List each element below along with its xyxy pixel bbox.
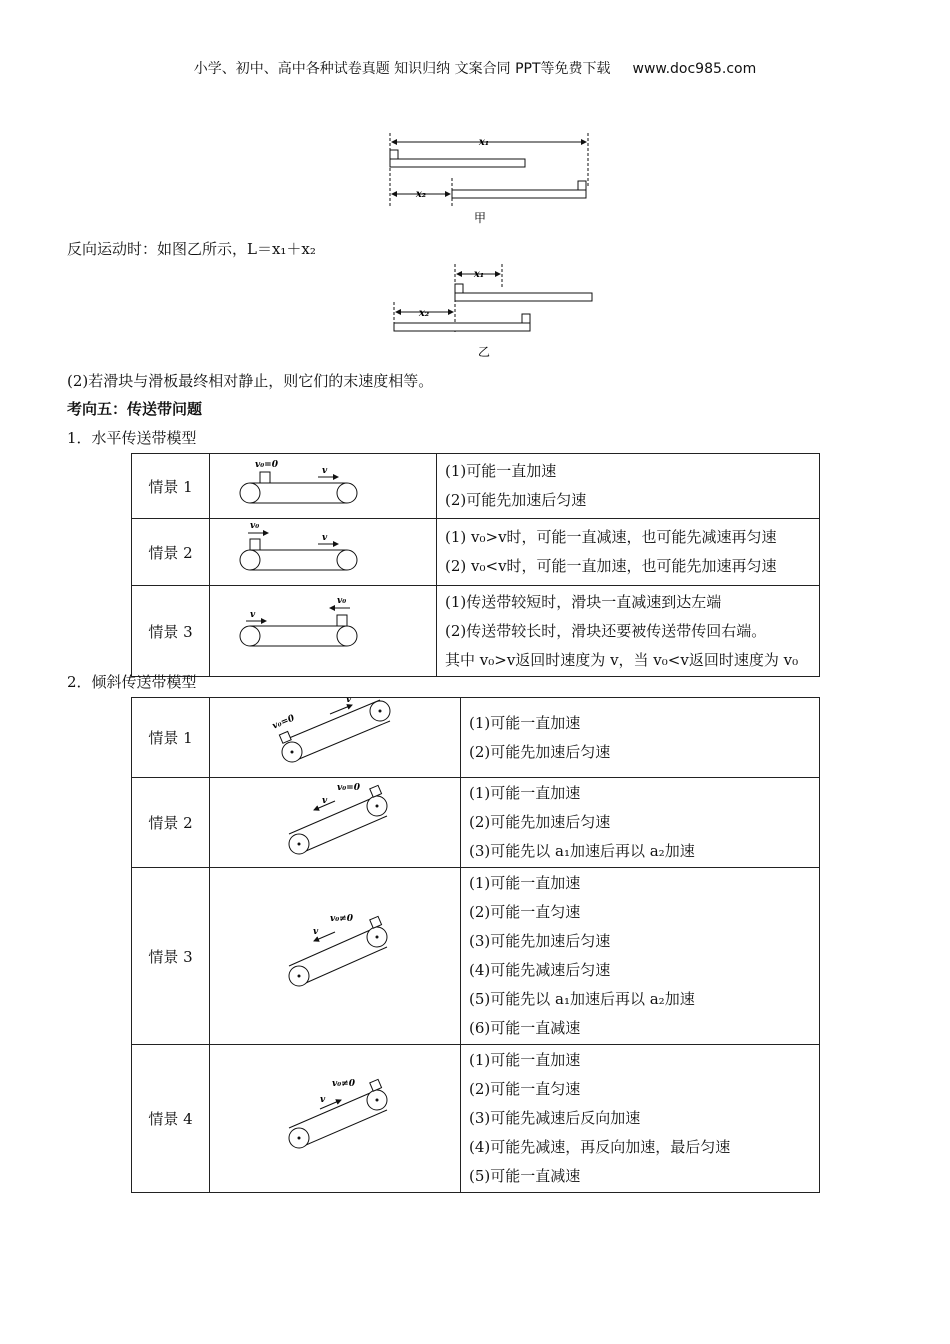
yi-x1-label: x₁ — [473, 269, 485, 280]
reverse-motion-line: 反向运动时：如图乙所示，L＝x₁＋x₂ — [67, 240, 316, 258]
fig-v0-label: v₀=0 — [255, 460, 278, 470]
description-line: (6)可能一直减速 — [469, 1019, 581, 1037]
description-line: (3)可能先以 a₁加速后再以 a₂加速 — [469, 842, 695, 860]
description-line: (3)可能先加速后匀速 — [469, 932, 611, 950]
description-line: (2)可能先加速后匀速 — [469, 742, 611, 761]
description-cell — [437, 454, 820, 519]
horizontal-belt-1-figure — [210, 454, 436, 514]
figure-cell — [210, 868, 461, 1045]
row-label: 情景 2 — [132, 519, 210, 586]
fig-v-label: v — [250, 610, 256, 620]
fig-v0-label: v₀=0 — [271, 713, 297, 732]
description-line: (2)可能一直匀速 — [469, 1080, 581, 1098]
description-line: (1)可能一直加速 — [469, 1051, 581, 1069]
figure-cell — [210, 586, 437, 677]
description-line: (5)可能先以 a₁加速后再以 a₂加速 — [469, 990, 695, 1008]
inclined-heading: 2．倾斜传送带模型 — [67, 673, 197, 691]
figure-cell — [210, 454, 437, 519]
inclined-belt-4-figure — [210, 1045, 460, 1188]
inclined-belt-3-figure — [210, 868, 460, 1040]
jia-caption: 甲 — [473, 211, 487, 225]
horizontal-belt-3-figure — [210, 586, 436, 672]
description-line: (1) v₀>v时，可能一直减速，也可能先减速再匀速 — [445, 528, 777, 546]
fig-v0-label: v₀ — [337, 596, 347, 606]
description-line: (1)可能一直加速 — [469, 784, 581, 802]
description-line: (3)可能先减速后反向加速 — [469, 1109, 641, 1127]
fig-v0-label: v₀≠0 — [330, 914, 353, 924]
fig-v-label: v — [346, 698, 352, 705]
figure-cell — [210, 778, 461, 868]
row-label: 情景 2 — [132, 778, 210, 868]
description-line: (1)传送带较短时，滑块一直减速到达左端 — [445, 592, 722, 611]
horizontal-belt-2-figure — [210, 519, 436, 581]
table-row — [132, 454, 820, 519]
description-cell — [461, 868, 820, 1045]
page-header — [0, 58, 950, 78]
fig-v-label: v — [322, 466, 328, 476]
description-cell — [461, 1045, 820, 1193]
table-row — [132, 586, 820, 677]
description-line: (1)可能一直加速 — [445, 462, 557, 480]
description-line: (1)可能一直加速 — [469, 713, 581, 732]
description-line: (2)可能先加速后匀速 — [469, 813, 611, 831]
section-5-heading: 考向五：传送带问题 — [67, 400, 203, 418]
jia-x1-label: x₁ — [478, 137, 490, 148]
fig-v-label: v — [313, 927, 319, 937]
figure-cell — [210, 698, 461, 778]
row-label: 情景 3 — [132, 868, 210, 1045]
description-cell — [437, 519, 820, 586]
description-line: (4)可能先减速后匀速 — [469, 961, 611, 979]
row-label: 情景 1 — [132, 698, 210, 778]
description-line: (4)可能先减速，再反向加速，最后匀速 — [469, 1138, 731, 1156]
fig-v0-label: v₀≠0 — [332, 1079, 355, 1089]
fig-v0-label: v₀ — [250, 521, 260, 531]
fig-v-label: v — [320, 1095, 326, 1105]
yi-caption: 乙 — [477, 345, 491, 359]
description-line: (2)可能先加速后匀速 — [445, 491, 587, 509]
figure-cell — [210, 519, 437, 586]
inclined-belt-2-figure — [210, 778, 460, 863]
description-line: (2)传送带较长时，滑块还要被传送带传回右端。 — [445, 621, 767, 640]
jia-x2-label: x₂ — [415, 189, 427, 200]
inclined-table — [131, 697, 820, 1193]
header-text: 小学、初中、高中各种试卷真题 知识归纳 文案合同 PPT等免费下载 — [193, 61, 611, 77]
table-row — [132, 778, 820, 868]
table-row — [132, 519, 820, 586]
fig-v-label: v — [322, 796, 328, 806]
description-line: 其中 v₀>v返回时速度为 v，当 v₀<v返回时速度为 v₀ — [445, 650, 799, 669]
row-label: 情景 1 — [132, 454, 210, 519]
fig-v-label: v — [322, 533, 328, 543]
table-row — [132, 868, 820, 1045]
description-line: (2) v₀<v时，可能一直加速，也可能先加速再匀速 — [445, 557, 777, 575]
description-cell — [437, 586, 820, 677]
description-line: (5)可能一直减速 — [469, 1167, 581, 1185]
horizontal-heading: 1．水平传送带模型 — [67, 429, 197, 447]
table-row — [132, 1045, 820, 1193]
row-label: 情景 3 — [132, 586, 210, 677]
description-cell — [461, 778, 820, 868]
description-line: (2)可能一直匀速 — [469, 903, 581, 921]
figure-yi — [388, 262, 598, 362]
row-label: 情景 4 — [132, 1045, 210, 1193]
description-line: (1)可能一直加速 — [469, 874, 581, 892]
figure-jia — [380, 128, 600, 228]
figure-cell — [210, 1045, 461, 1193]
table-row — [132, 698, 820, 778]
inclined-belt-1-figure — [210, 698, 460, 773]
fig-v0-label: v₀=0 — [337, 783, 360, 793]
header-site-link[interactable]: www.doc985.com — [632, 61, 757, 77]
yi-x2-label: x₂ — [418, 308, 430, 319]
point-2: (2)若滑块与滑板最终相对静止，则它们的末速度相等。 — [67, 372, 434, 390]
description-cell — [461, 698, 820, 778]
horizontal-table — [131, 453, 820, 677]
